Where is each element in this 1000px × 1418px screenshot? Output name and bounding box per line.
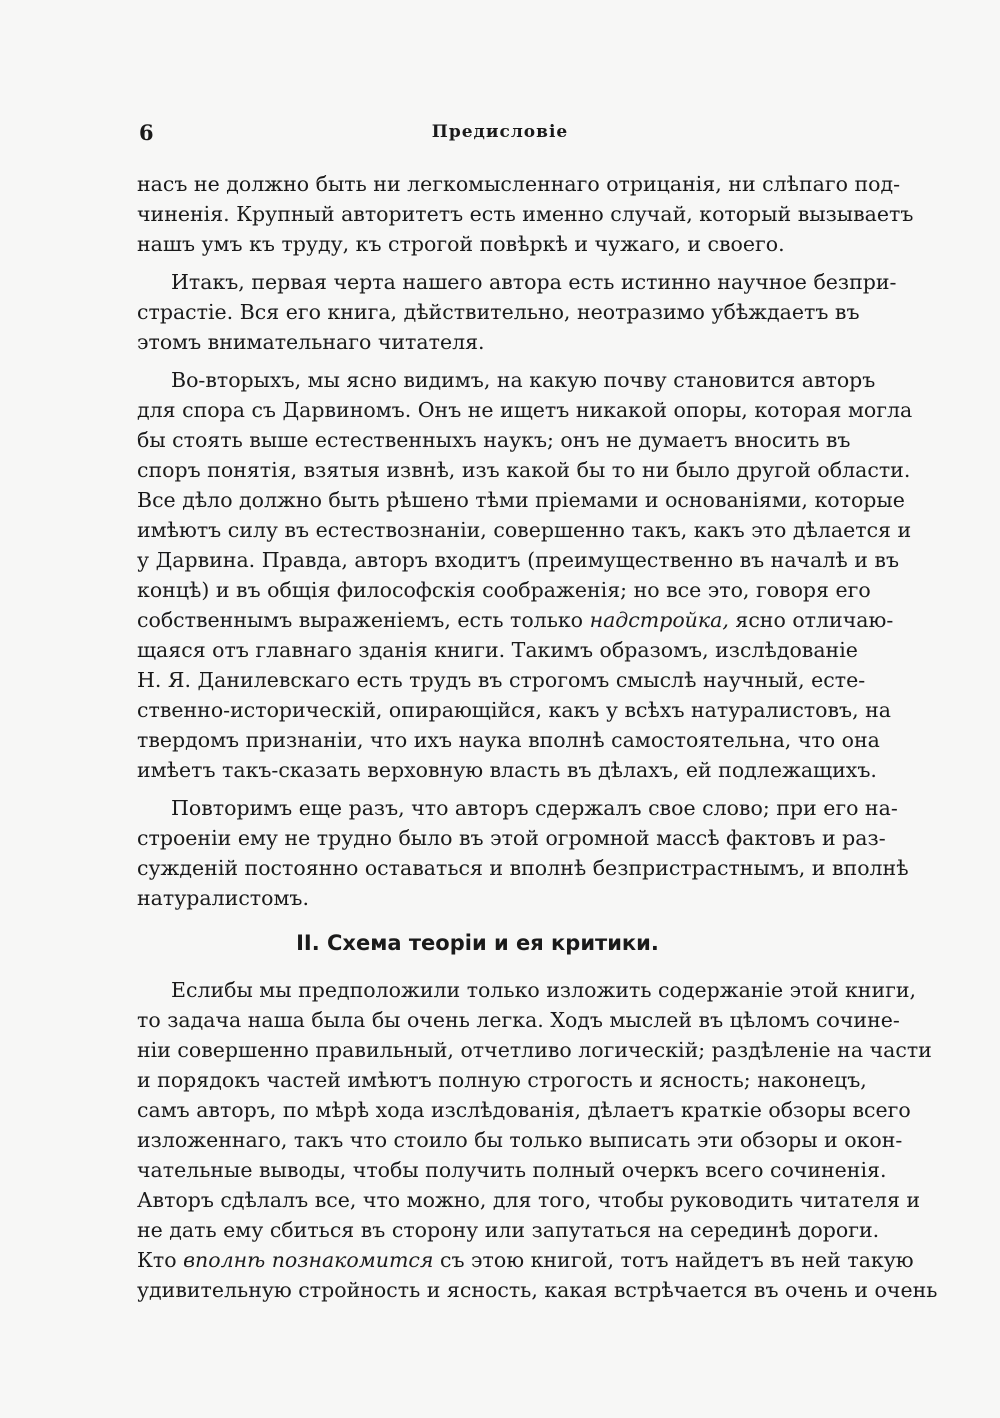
text-line: самъ авторъ, по мѣрѣ хода изслѣдованiя, дѣлаетъ краткiе обзоры всего: [137, 1098, 911, 1122]
page-number: 6: [139, 120, 154, 145]
text-line: имѣетъ такъ-сказать верховную власть въ дѣлахъ, ей подлежащихъ.: [137, 758, 877, 782]
text-line: концѣ) и въ общiя философскiя соображенiя; но все это, говоря его: [137, 578, 871, 602]
text-line-with-emphasis: [137, 1245, 914, 1275]
text-line: Все дѣло должно быть рѣшено тѣми прiемами и основанiями, которые: [137, 488, 905, 512]
text-line: Авторъ сдѣлалъ все, что можно, для того, чтобы руководить читателя и: [137, 1188, 921, 1212]
text-line: чиненiя. Крупный авторитетъ есть именно случай, который вызываетъ: [137, 202, 914, 226]
text-line: удивительную стройность и ясность, какая встрѣчается въ очень и очень: [137, 1278, 938, 1302]
text-line: и порядокъ частей имѣютъ полную строгость и ясность; наконецъ,: [137, 1068, 867, 1092]
text-line: не дать ему сбиться въ сторону или запутаться на серединѣ дороги.: [137, 1218, 880, 1242]
text-line: Повторимъ еще разъ, что авторъ сдержалъ свое слово; при его на-: [171, 796, 898, 820]
text-line: Во-вторыхъ, мы ясно видимъ, на какую почву становится авторъ: [171, 368, 876, 392]
text-line: ственно-историческiй, опирающiйся, какъ у всѣхъ натуралистовъ, на: [137, 698, 891, 722]
paragraph: [137, 793, 909, 913]
text-line: строенiи ему не трудно было въ этой огромной массѣ фактовъ и раз-: [137, 826, 886, 850]
running-head: Предисловiе: [431, 122, 569, 142]
text-line: Итакъ, первая черта нашего автора есть истинно научное безпри-: [171, 270, 897, 294]
text-line: Еслибы мы предположили только изложить содержанiе этой книги,: [171, 978, 917, 1002]
paragraph: [137, 267, 897, 357]
text-line: изложеннаго, такъ что стоило бы только выписать эти обзоры и окон-: [137, 1128, 903, 1152]
text-line: споръ понятiя, взятыя извнѣ, изъ какой бы то ни было другой области.: [137, 458, 911, 482]
text-line: чательные выводы, чтобы получить полный очеркъ всего сочиненiя.: [137, 1158, 887, 1182]
text-line: натуралистомъ.: [137, 886, 309, 910]
text-line: у Дарвина. Правда, авторъ входитъ (преимущественно въ началѣ и въ: [137, 548, 899, 572]
text-line: для спора съ Дарвиномъ. Онъ не ищетъ никакой опоры, которая могла: [137, 398, 913, 422]
text-block: [137, 169, 938, 1305]
text-line: страстiе. Вся его книга, дѣйствительно, неотразимо убѣждаетъ въ: [137, 300, 860, 324]
text-line: этомъ внимательнаго читателя.: [137, 330, 485, 354]
emphasis-text: вполнѣ познакомится: [183, 1248, 434, 1272]
text-line: твердомъ признанiи, что ихъ наука вполнѣ самостоятельна, что она: [137, 728, 880, 752]
text-line-with-emphasis: [137, 605, 894, 635]
line-text: ясно отличаю-: [735, 608, 894, 632]
section-heading: II. Схема теорiи и ея критики.: [296, 931, 659, 955]
text-line: нашъ умъ къ труду, къ строгой повѣркѣ и чужаго, и своего.: [137, 232, 785, 256]
paragraph: [137, 975, 938, 1305]
line-text: Кто: [137, 1248, 177, 1272]
line-text: собственнымъ выраженiемъ, есть только: [137, 608, 584, 632]
line-text: съ этою книгой, тотъ найдетъ въ ней такую: [440, 1248, 914, 1272]
emphasis-text: надстройка,: [589, 608, 729, 632]
text-line: нiи совершенно правильный, отчетливо логическiй; раздѣленiе на части: [137, 1038, 932, 1062]
text-line: щаяся отъ главнаго зданiя книги. Такимъ образомъ, изслѣдованiе: [137, 638, 858, 662]
text-line: Н. Я. Данилевскаго есть трудъ въ строгомъ смыслѣ научный, есте-: [137, 668, 866, 692]
text-line: бы стоять выше естественныхъ наукъ; онъ не думаетъ вносить въ: [137, 428, 851, 452]
text-line: сужденiй постоянно оставаться и вполнѣ безпристрастнымъ, и вполнѣ: [137, 856, 909, 880]
paragraph: [137, 169, 914, 259]
paragraph: [137, 365, 913, 785]
text-line: насъ не должно быть ни легкомысленнаго отрицанiя, ни слѣпаго под-: [137, 172, 901, 196]
text-line: имѣютъ силу въ естествознанiи, совершенно такъ, какъ это дѣлается и: [137, 518, 912, 542]
text-line: то задача наша была бы очень легка. Ходъ мыслей въ цѣломъ сочине-: [137, 1008, 900, 1032]
